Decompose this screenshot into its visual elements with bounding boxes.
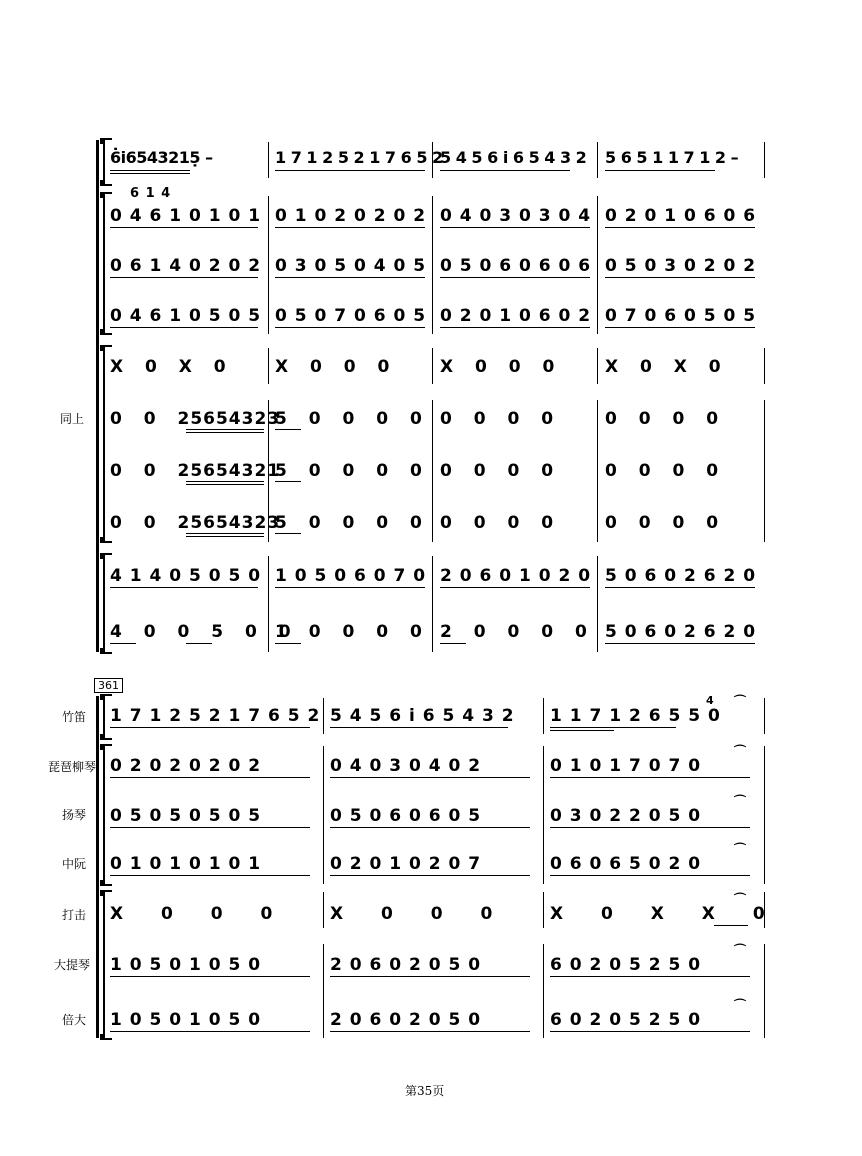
measure: 0 2 0 2 0 2 0 2 [110, 756, 262, 776]
measure: X 0 X X 0 [550, 904, 766, 924]
measure: 0 0 0 0 [440, 409, 555, 429]
measure: X 0 0 0 [330, 904, 494, 924]
measure: 5 0 0 0 0 [275, 461, 423, 481]
measure: 5 0 0 0 0 [275, 409, 423, 429]
instrument-label: 扬琴 [62, 808, 87, 822]
fermata-icon: ⌒ [734, 694, 747, 708]
measure: 0 5 0 5 0 5 0 5 [110, 806, 262, 826]
measure: 0 5 0 7 0 6 0 5 [275, 306, 427, 326]
measure: 5 4 5 6 i 6 5 4 3 2 [440, 148, 587, 167]
measure: 0 3 0 5 0 4 0 5 [275, 256, 427, 276]
fermata-icon: ⌒ [734, 998, 747, 1012]
measure: 5 0 0 0 0 [275, 513, 423, 533]
measure: 2 0 6 0 2 0 5 0 [330, 1010, 482, 1030]
measure: 0 0 0 0 [605, 461, 720, 481]
measure: X 0 X 0 [110, 357, 227, 377]
group-bracket [100, 180, 112, 186]
group-bracket [100, 648, 112, 654]
instrument-label: 大提琴 [54, 958, 91, 972]
measure: 0 0 25654323 [110, 409, 281, 429]
measure: 0 2 0 1 0 6 0 6 [605, 206, 757, 226]
measure: 0 1 0 1 0 1 0 1 [110, 854, 262, 874]
measure: 0 3 0 2 2 0 5 0 [550, 806, 702, 826]
measure: X 0 X 0 [605, 357, 722, 377]
measure: 4 1 4 0 5 0 5 0 [110, 566, 262, 586]
group-bracket [100, 192, 112, 198]
measure: 1 0 0 0 0 [275, 622, 423, 642]
instrument-label: 中阮 [62, 857, 87, 871]
measure: X 0 0 0 [440, 357, 556, 377]
page-number: 第35页 [405, 1084, 445, 1098]
measure: 6 0 2 0 5 2 5 0 [550, 1010, 702, 1030]
measure: 0 4 6 1 0 1 0 1 [110, 206, 262, 226]
group-bracket [100, 553, 112, 559]
fermata-icon: ⌒ [734, 892, 747, 906]
group-bracket [100, 694, 112, 700]
measure: 0 0 0 0 [605, 409, 720, 429]
fermata-icon: ⌒ [734, 744, 747, 758]
percussion-label: 同上 [60, 412, 85, 426]
system-2-brace [96, 696, 99, 1038]
group-bracket [100, 329, 112, 335]
measure: 6 0 2 0 5 2 5 0 [550, 955, 702, 975]
group-bracket [100, 138, 112, 144]
measure: 0 1 0 2 0 2 0 2 [275, 206, 427, 226]
measure-number: 361 [94, 678, 123, 693]
measure: 1 1 7 1 2 6 5 5 0 [550, 706, 721, 726]
measure: 2 0 0 0 0 [440, 622, 588, 642]
measure: 5 0 6 0 2 6 2 0 [605, 566, 757, 586]
measure: 0 6 0 6 5 0 2 0 [550, 854, 702, 874]
instrument-label: 打击 [62, 908, 87, 922]
instrument-label: 倍大 [62, 1013, 87, 1027]
measure: 5 4 5 6 i 6 5 4 3 2 [330, 706, 515, 726]
measure: 5 0 6 0 2 6 2 0 [605, 622, 757, 642]
measure: 0 2 0 1 0 6 0 2 [440, 306, 592, 326]
measure: 1 0 5 0 6 0 7 0 [275, 566, 427, 586]
system-1-brace [96, 140, 99, 652]
fermata-icon: ⌒ [734, 794, 747, 808]
instrument-label: 竹笛 [62, 710, 87, 724]
group-bracket [100, 890, 112, 896]
group-bracket [100, 537, 112, 543]
group-bracket [100, 880, 112, 886]
measure: 0 7 0 6 0 5 0 5 [605, 306, 757, 326]
measure: X 0 0 0 [275, 357, 391, 377]
measure: 0 0 0 0 [605, 513, 720, 533]
measure: 1 0 5 0 1 0 5 0 [110, 1010, 262, 1030]
measure: 0 5 0 6 0 6 0 5 [330, 806, 482, 826]
measure: 0 0 25654323 [110, 513, 281, 533]
measure: X 0 0 0 [110, 904, 274, 924]
measure: 1 0 5 0 1 0 5 0 [110, 955, 262, 975]
instrument-label: 琵琶柳琴 [48, 760, 97, 774]
group-bracket [100, 744, 112, 750]
measure: 0 4 0 3 0 3 0 4 [440, 206, 592, 226]
group-bracket [100, 1034, 112, 1040]
measure: 2 0 6 0 1 0 2 0 [440, 566, 592, 586]
measure: 5 6 5 1 1 7 1 2 – [605, 148, 739, 167]
measure: 0 2 0 1 0 2 0 7 [330, 854, 482, 874]
fermata-icon: ⌒ [734, 943, 747, 957]
measure: 6̇i6543215̣ – [110, 148, 213, 167]
measure: 0 4 6 1 0 5 0 5 [110, 306, 262, 326]
group-bracket [100, 345, 112, 351]
measure: 0 5 0 6 0 6 0 6 [440, 256, 592, 276]
measure: 0 5 0 3 0 2 0 2 [605, 256, 757, 276]
measure: 0 0 0 0 [440, 513, 555, 533]
fermata-icon: ⌒ [734, 842, 747, 856]
measure: 0 4 0 3 0 4 0 2 [330, 756, 482, 776]
measure: 2 0 6 0 2 0 5 0 [330, 955, 482, 975]
measure: 0 1 0 1 7 0 7 0 [550, 756, 702, 776]
octave-marks: 6 1 4 [130, 186, 172, 201]
time-sig: 4 [706, 694, 715, 707]
measure: 0 0 0 0 [440, 461, 555, 481]
measure: 0 6 1 4 0 2 0 2 [110, 256, 262, 276]
group-bracket [100, 734, 112, 740]
measure: 1 7 1 2 5 2 1 7 6 5 2 [275, 148, 443, 167]
measure: 0 0 25654321 [110, 461, 281, 481]
measure: 4 0 0 5 0 0 [110, 622, 292, 642]
measure: 1 7 1 2 5 2 1 7 6 5 2 [110, 706, 321, 726]
